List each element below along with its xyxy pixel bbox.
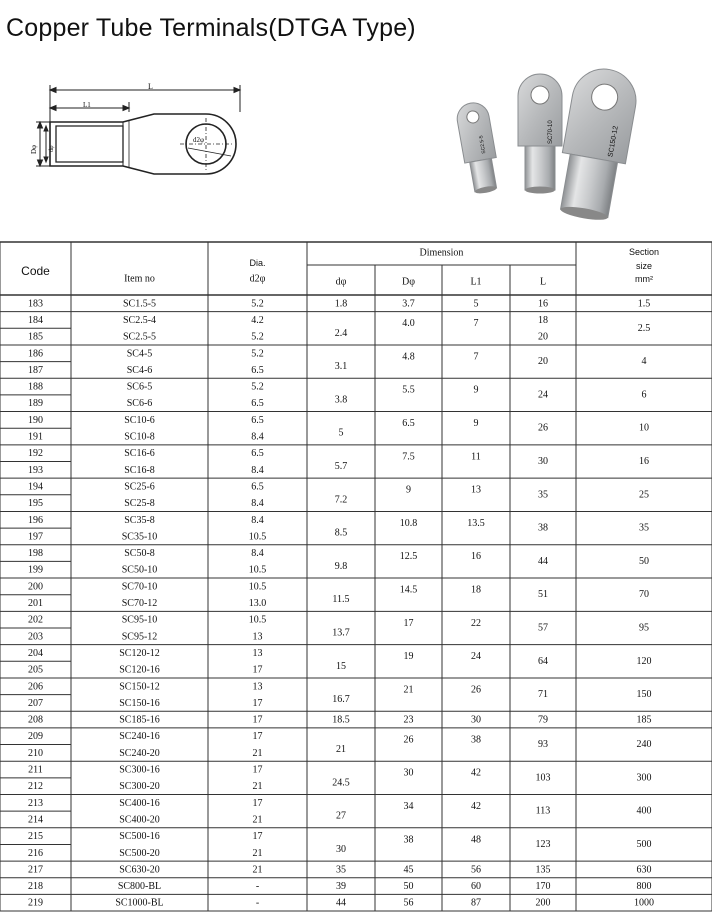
header-dia-symbol: d2φ [249, 273, 266, 285]
cell-section: 240 [636, 739, 652, 751]
cell-dia: 8.4 [251, 431, 264, 443]
cell-item-no: SC6-5 [126, 381, 153, 393]
cell-l: 16 [538, 298, 548, 310]
cell-item-no: SC630-20 [119, 864, 160, 876]
cell-dia: 8.4 [251, 464, 264, 476]
header-d-outer: Dφ [402, 276, 415, 288]
cell-code: 199 [28, 564, 43, 576]
cell-item-no: SC185-16 [119, 714, 160, 726]
cell-code: 209 [28, 731, 43, 743]
cell-code: 204 [28, 647, 43, 659]
cell-code: 190 [28, 414, 43, 426]
cell-item-no: SC300-16 [119, 764, 160, 776]
cell-item-no: SC800-BL [117, 881, 162, 893]
cell-dia: 10.5 [248, 531, 267, 543]
cell-l1: 7 [473, 351, 479, 363]
lug-medium [518, 74, 562, 194]
lug-stamp: SC2.5-5 [478, 134, 488, 155]
cell-item-no: SC150-16 [119, 697, 160, 709]
cell-dia: 13 [252, 647, 263, 659]
cell-code: 205 [28, 664, 43, 676]
cell-code: 186 [28, 348, 43, 360]
lug-small [455, 100, 502, 195]
cell-dia: 17 [252, 764, 263, 776]
cell-item-no: SC50-8 [124, 548, 155, 560]
header-l1: L1 [470, 276, 482, 288]
header-dia: Dia. [249, 258, 266, 268]
cell-item-no: SC70-12 [121, 598, 158, 610]
cell-item-no: SC500-16 [119, 831, 160, 843]
cell-l: 35 [538, 489, 548, 501]
cell-dia: 6.5 [251, 448, 264, 460]
lug-stamp: SC150-12 [607, 125, 620, 158]
cell-l: 18 [538, 314, 548, 326]
cell-l1: 18 [471, 584, 481, 596]
cell-l1: 5 [473, 298, 479, 310]
cell-section: 25 [639, 489, 649, 501]
cell-code: 189 [28, 398, 43, 410]
cell-dia: 10.5 [248, 614, 267, 626]
cell-d-inner: 5 [338, 427, 344, 439]
cell-code: 198 [28, 548, 43, 560]
cell-code: 215 [28, 831, 43, 843]
cell-d-inner: 8.5 [334, 527, 348, 539]
cell-d-outer: 4.8 [402, 351, 415, 363]
cell-l: 93 [538, 739, 548, 751]
cell-item-no: SC70-10 [121, 581, 158, 593]
cell-item-no: SC10-6 [124, 414, 155, 426]
cell-section: 150 [636, 689, 652, 701]
cell-section: 120 [636, 655, 652, 667]
cell-d-outer: 7.5 [402, 451, 415, 463]
cell-d-outer: 10.8 [399, 517, 418, 529]
cell-d-outer: 50 [403, 881, 414, 893]
header-d-inner: dφ [335, 276, 347, 288]
cell-d-inner: 3.8 [334, 394, 348, 406]
cell-code: 200 [28, 581, 43, 593]
cell-l: 26 [538, 422, 548, 434]
cell-code: 191 [28, 431, 43, 443]
cell-section: 16 [639, 456, 649, 467]
cell-code: 202 [28, 614, 43, 626]
cell-dia: 5.2 [251, 298, 264, 310]
cell-d-outer: 6.5 [402, 418, 415, 430]
cell-l: 30 [538, 456, 548, 467]
cell-l1: 48 [471, 834, 481, 846]
cell-l1: 22 [471, 617, 481, 629]
cell-l: 71 [538, 689, 548, 701]
cell-d-inner: 35 [336, 864, 346, 876]
cell-dia: 10.5 [248, 564, 267, 576]
cell-d-inner: 30 [336, 843, 346, 855]
cell-dia: 6.5 [251, 364, 264, 376]
lug-stamp: SC70-10 [548, 120, 554, 144]
cell-d-inner: 39 [336, 881, 346, 893]
cell-l: 51 [538, 589, 548, 601]
cell-section: 35 [639, 522, 649, 534]
cell-section: 500 [636, 838, 652, 850]
cell-l: 38 [538, 522, 548, 534]
product-photo [448, 50, 688, 220]
cell-d-outer: 17 [403, 617, 414, 629]
cell-d-outer: 19 [403, 651, 414, 663]
cell-d-outer: 9 [406, 484, 411, 496]
cell-section: 185 [636, 714, 652, 726]
cell-l1: 38 [471, 734, 481, 746]
cell-item-no: SC25-6 [124, 481, 155, 493]
cell-section: 630 [636, 864, 652, 876]
cell-item-no: SC4-6 [126, 364, 153, 376]
cell-item-no: SC2.5-5 [122, 331, 157, 343]
header-section-size: size [635, 261, 653, 271]
cell-d-inner: 3.1 [334, 361, 348, 373]
cell-dia: 6.5 [251, 481, 264, 493]
cell-dia: 13.0 [248, 598, 267, 610]
cell-section: 1000 [634, 897, 654, 909]
cell-d-outer: 30 [403, 767, 414, 779]
cell-l: 113 [535, 805, 551, 817]
cell-dia: 21 [252, 747, 263, 759]
cell-d-inner: 2.4 [334, 327, 348, 339]
cell-item-no: SC400-20 [119, 814, 160, 826]
cell-dia: 21 [252, 864, 263, 876]
cell-section: 50 [639, 555, 649, 567]
header-item-no: Item no [124, 273, 155, 285]
cell-dia: 5.2 [251, 381, 264, 393]
cell-code: 218 [28, 881, 43, 893]
cell-l1: 7 [473, 318, 479, 330]
cell-code: 183 [28, 298, 43, 310]
cell-dia: 6.5 [251, 414, 264, 426]
cell-l1: 13 [471, 484, 481, 496]
cell-d-outer: 21 [403, 684, 414, 696]
cell-dia: 8.4 [251, 498, 264, 510]
cell-dia: 17 [252, 714, 263, 726]
cell-l1: 87 [471, 897, 481, 909]
cell-l: 20 [538, 331, 548, 343]
header-section: Section [628, 247, 660, 257]
cell-item-no: SC16-6 [124, 448, 155, 460]
cell-l1: 11 [471, 451, 481, 463]
cell-dia: 21 [252, 814, 263, 826]
cell-l1: 13.5 [467, 517, 485, 529]
cell-code: 210 [28, 747, 43, 759]
cell-d-inner: 13.7 [332, 627, 350, 639]
cell-dia: 21 [252, 781, 263, 793]
cell-dia: 17 [252, 697, 263, 709]
cell-item-no: SC6-6 [126, 398, 153, 410]
cell-item-no: SC1.5-5 [122, 298, 157, 310]
cell-code: 217 [28, 864, 43, 876]
cell-code: 203 [28, 631, 43, 643]
header-dimension: Dimension [419, 247, 464, 259]
cell-d-inner: 9.8 [334, 560, 348, 572]
cell-section: 70 [639, 589, 649, 601]
dim-label-hole: d2φ [193, 136, 205, 144]
cell-code: 201 [28, 598, 43, 610]
cell-code: 216 [28, 847, 43, 859]
cell-section: 300 [636, 772, 652, 784]
cell-code: 213 [28, 797, 43, 809]
header-code: Code [21, 264, 50, 278]
cell-item-no: SC16-8 [124, 464, 155, 476]
cell-code: 187 [28, 364, 43, 376]
cell-l1: 24 [471, 651, 481, 663]
cell-code: 196 [28, 514, 43, 526]
cell-item-no: SC4-5 [126, 348, 153, 360]
cell-d-outer: 12.5 [399, 551, 418, 563]
cell-d-outer: 45 [403, 864, 414, 876]
cell-l: 79 [538, 714, 548, 726]
cell-d-outer: 26 [403, 734, 414, 746]
page-title: Copper Tube Terminals(DTGA Type) [6, 14, 416, 42]
cell-l1: 42 [471, 800, 481, 812]
cell-dia: 17 [252, 831, 263, 843]
cell-d-inner: 21 [336, 744, 346, 756]
cell-d-inner: 15 [336, 660, 346, 672]
cell-section: 1.5 [637, 298, 651, 310]
cell-l1: 42 [471, 767, 481, 779]
cell-item-no: SC120-12 [119, 647, 160, 659]
cell-item-no: SC25-8 [124, 498, 155, 510]
dim-label-barrel: L1 [83, 101, 91, 109]
cell-code: 193 [28, 464, 43, 476]
cell-d-outer: 14.5 [399, 584, 418, 596]
cell-d-outer: 56 [403, 897, 414, 909]
cell-l1: 16 [471, 551, 481, 563]
cell-l1: 30 [471, 714, 481, 726]
dim-label-inner: dφ [49, 145, 55, 152]
cell-l1: 60 [471, 881, 481, 893]
cell-item-no: SC240-20 [119, 747, 160, 759]
cell-dia: 17 [252, 731, 263, 743]
cell-item-no: SC2.5-4 [122, 314, 157, 326]
cell-code: 197 [28, 531, 43, 543]
cell-dia: 6.5 [251, 398, 264, 410]
cell-l: 103 [535, 772, 551, 784]
cell-dia: 8.4 [251, 514, 264, 526]
cell-item-no: SC10-8 [124, 431, 155, 443]
dim-label-outer: Dφ [30, 144, 38, 154]
cell-code: 192 [28, 448, 43, 460]
cell-code: 219 [28, 897, 43, 909]
cell-item-no: SC1000-BL [115, 897, 164, 909]
cell-d-inner: 16.7 [332, 694, 350, 706]
cell-dia: 13 [252, 631, 263, 643]
cell-dia: - [255, 897, 260, 909]
cell-code: 206 [28, 681, 43, 693]
cell-d-inner: 7.2 [334, 494, 348, 506]
cell-code: 184 [28, 314, 43, 326]
cell-section: 10 [639, 422, 649, 434]
cell-d-inner: 44 [336, 897, 346, 909]
cell-item-no: SC50-10 [121, 564, 158, 576]
cell-l: 200 [535, 897, 551, 909]
cell-dia: 21 [252, 847, 263, 859]
cell-d-outer: 23 [403, 714, 414, 726]
cell-section: 4 [641, 356, 647, 368]
cell-dia: 4.2 [251, 314, 264, 326]
cell-l: 123 [535, 838, 551, 850]
cell-item-no: SC95-12 [121, 631, 158, 643]
cell-l1: 56 [471, 864, 481, 876]
cell-l1: 9 [473, 384, 479, 396]
cell-item-no: SC300-20 [119, 781, 160, 793]
cell-code: 207 [28, 697, 43, 709]
cell-l: 44 [538, 555, 548, 567]
cell-section: 95 [639, 622, 649, 634]
cell-code: 208 [28, 714, 43, 726]
cell-item-no: SC240-16 [119, 731, 160, 743]
dim-label-overall: L [148, 82, 153, 91]
cell-code: 211 [28, 764, 43, 776]
cell-item-no: SC35-8 [124, 514, 155, 526]
cell-dia: 17 [252, 664, 263, 676]
cell-l: 57 [538, 622, 548, 634]
spec-table [0, 241, 712, 914]
cell-code: 188 [28, 381, 43, 393]
cell-dia: - [255, 881, 260, 893]
header-l: L [539, 276, 547, 288]
cell-d-outer: 38 [403, 834, 414, 846]
cell-item-no: SC95-10 [121, 614, 158, 626]
cell-dia: 8.4 [251, 548, 264, 560]
terminal-technical-drawing [28, 82, 248, 202]
cell-code: 195 [28, 498, 43, 510]
cell-d-outer: 3.7 [402, 298, 415, 310]
cell-l: 24 [538, 389, 548, 401]
cell-item-no: SC400-16 [119, 797, 160, 809]
cell-code: 185 [28, 331, 43, 343]
cell-l: 170 [535, 881, 551, 893]
cell-code: 212 [28, 781, 43, 793]
cell-section: 6 [641, 389, 647, 401]
cell-l1: 26 [471, 684, 481, 696]
cell-dia: 13 [252, 681, 263, 693]
cell-l: 64 [538, 655, 548, 667]
cell-l: 135 [535, 864, 551, 876]
cell-section: 800 [636, 881, 652, 893]
cell-l: 20 [538, 356, 548, 368]
cell-d-outer: 5.5 [402, 384, 415, 396]
cell-item-no: SC150-12 [119, 681, 160, 693]
cell-item-no: SC35-10 [121, 531, 158, 543]
cell-dia: 5.2 [251, 331, 264, 343]
cell-section: 400 [636, 805, 652, 817]
cell-d-inner: 24.5 [332, 777, 350, 789]
cell-d-inner: 11.5 [332, 594, 350, 606]
cell-d-inner: 1.8 [334, 298, 348, 310]
cell-d-outer: 4.0 [402, 318, 415, 330]
cell-dia: 17 [252, 797, 263, 809]
cell-dia: 10.5 [248, 581, 267, 593]
cell-dia: 5.2 [251, 348, 264, 360]
cell-item-no: SC120-16 [119, 664, 160, 676]
header-section-unit: mm² [635, 274, 653, 284]
cell-code: 194 [28, 481, 43, 493]
cell-section: 2.5 [637, 322, 651, 334]
cell-d-inner: 18.5 [332, 714, 350, 726]
cell-d-outer: 34 [403, 800, 414, 812]
cell-d-inner: 5.7 [334, 460, 348, 472]
cell-l1: 9 [473, 418, 479, 430]
lug-large [552, 64, 641, 220]
cell-d-inner: 27 [336, 810, 346, 822]
cell-code: 214 [28, 814, 43, 826]
cell-item-no: SC500-20 [119, 847, 160, 859]
